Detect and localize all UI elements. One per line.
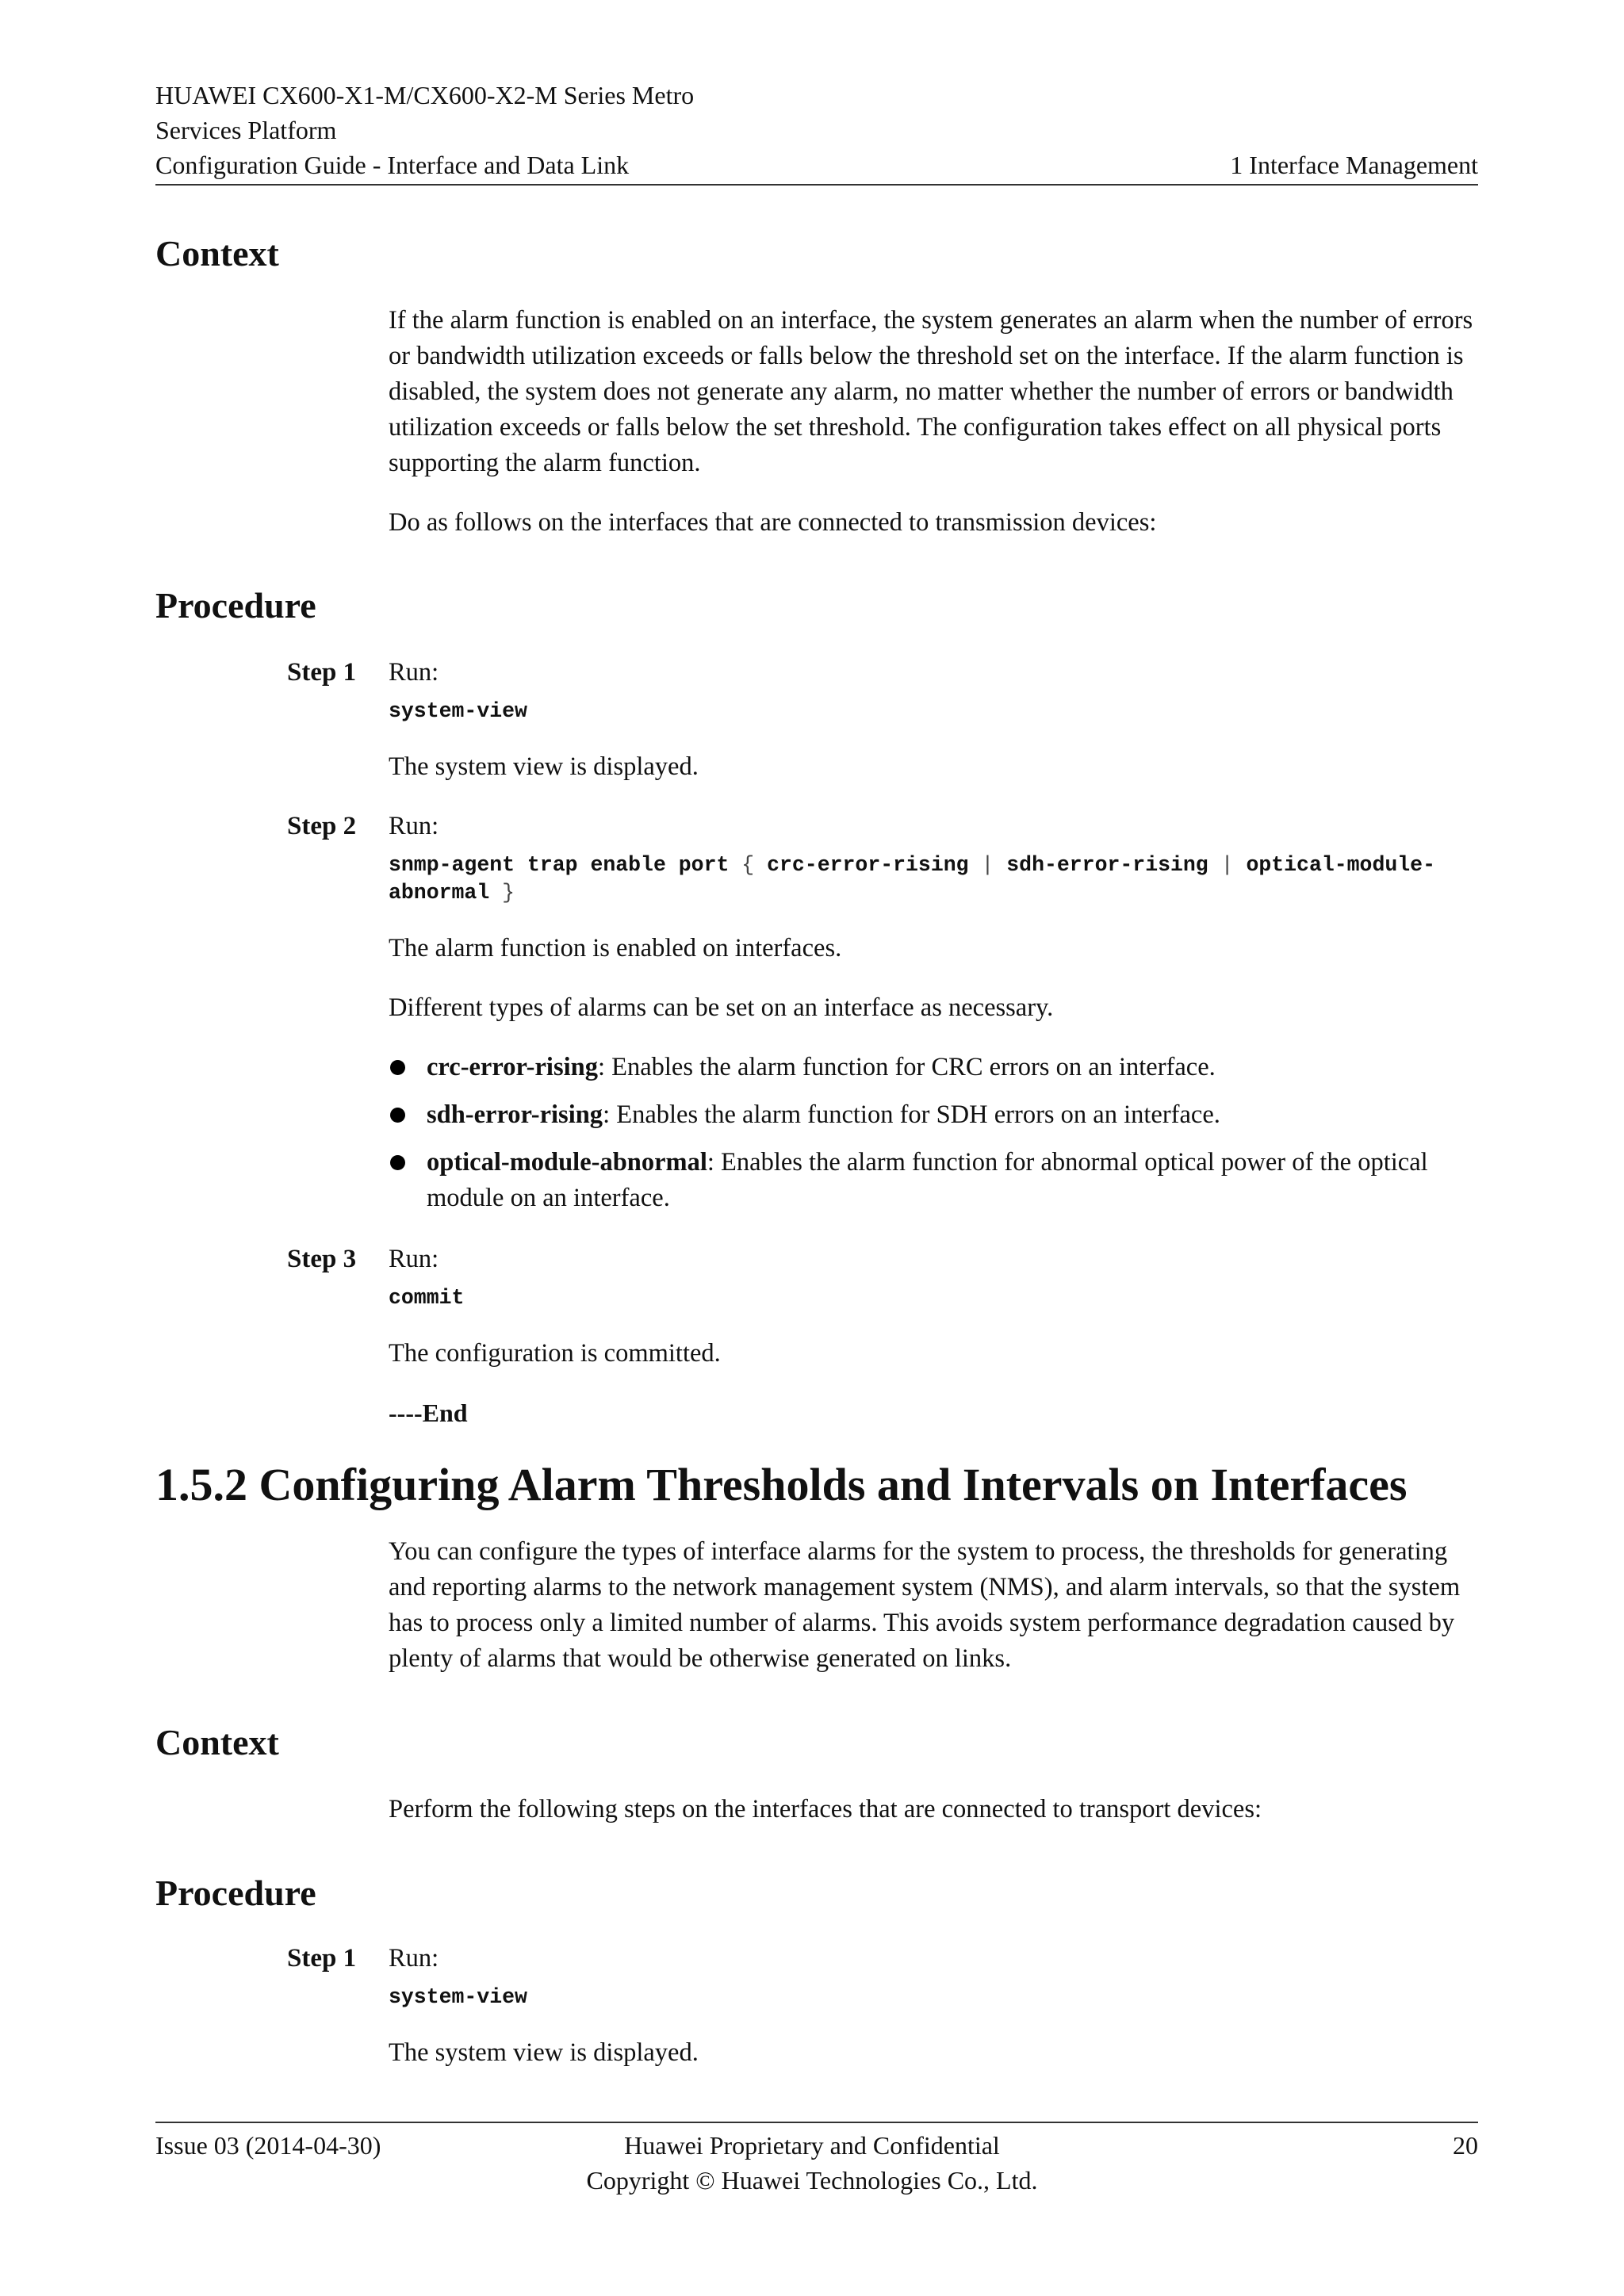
bullet-term: optical-module-abnormal: [427, 1148, 707, 1177]
command-option: crc-error-rising: [767, 853, 969, 877]
step-run-label: Run:: [389, 1245, 439, 1273]
step-description: The system view is displayed.: [389, 752, 699, 781]
brace-close: }: [502, 881, 515, 905]
step-description: The system view is displayed.: [389, 2038, 699, 2067]
brace-open: {: [741, 853, 755, 877]
bullet-dot-icon: [390, 1060, 405, 1075]
step-description: The configuration is committed.: [389, 1339, 721, 1368]
command-option: abnormal: [389, 881, 490, 905]
bullet-term: crc-error-rising: [427, 1053, 598, 1081]
command-text-continued: [389, 879, 1479, 907]
bullet-text: : Enables the alarm function for SDH errors on an interface.: [603, 1100, 1220, 1129]
command-option: optical-module-: [1246, 853, 1435, 877]
footer-copyright: Copyright © Huawei Technologies Co., Ltd.: [586, 2166, 1038, 2195]
command-keyword: snmp-agent trap enable port: [389, 853, 730, 877]
procedure-end-marker: ----End: [389, 1399, 468, 1427]
option-separator: |: [981, 853, 994, 877]
step-label: Step 1: [287, 1944, 357, 1973]
footer-issue: Issue 03 (2014-04-30): [155, 2131, 381, 2160]
step-description: Different types of alarms can be set on an interface as necessary.: [389, 993, 1054, 1022]
bullet-item: [389, 1145, 1479, 1216]
section-title: 1.5.2 Configuring Alarm Thresholds and Intervals on Interfaces: [155, 1459, 1408, 1510]
command-text: [389, 851, 1479, 879]
page-number: 20: [1453, 2131, 1478, 2160]
step-description: The alarm function is enabled on interfaces.: [389, 934, 842, 962]
bullet-dot-icon: [390, 1108, 405, 1123]
option-separator: |: [1220, 853, 1234, 877]
bullet-text: : Enables the alarm function for abnormal optical power of the optical module on an interface.: [427, 1148, 1428, 1212]
step-label: Step 3: [287, 1245, 357, 1273]
bullet-item: [389, 1050, 1479, 1085]
step-run-label: Run:: [389, 1944, 439, 1973]
context-instruction: Do as follows on the interfaces that are connected to transmission devices:: [389, 508, 1157, 537]
bullet-dot-icon: [390, 1155, 405, 1170]
procedure-heading: Procedure: [155, 1873, 316, 1913]
procedure-heading: Procedure: [155, 585, 316, 626]
bullet-text: : Enables the alarm function for CRC errors on an interface.: [597, 1053, 1216, 1081]
section-intro: You can configure the types of interface alarms for the system to process, the thresholds for generating and reporting alarms to the network management system (NMS), and alarm intervals, so that the system has to process only a limited number of alarms. This avoids system performance degradation caused by plenty of alarms that would be otherwise generated on links.: [389, 1537, 1461, 1673]
command-option: sdh-error-rising: [1006, 853, 1208, 877]
bullet-term: sdh-error-rising: [427, 1100, 603, 1129]
bullet-item: [389, 1097, 1479, 1133]
command-text: system-view: [389, 699, 527, 723]
header-product-line1: HUAWEI CX600-X1-M/CX600-X2-M Series Metro: [155, 81, 695, 109]
context-heading: Context: [155, 1722, 279, 1762]
context-paragraph: If the alarm function is enabled on an interface, the system generates an alarm when the number of errors or bandwidth utilization exceeds or falls below the threshold set on the interface. If the alarm function is disabled, the system does not generate any alarm, no matter whether the number of errors or bandwidth utilization exceeds or falls below the set threshold. The configuration takes effect on all physical ports supporting the alarm function.: [389, 306, 1473, 477]
step-run-label: Run:: [389, 658, 439, 687]
header-guide-title: Configuration Guide - Interface and Data Link: [155, 151, 630, 179]
context-heading: Context: [155, 233, 279, 274]
header-rule: [155, 184, 1478, 186]
step-run-label: Run:: [389, 812, 439, 840]
command-text: system-view: [389, 1985, 527, 2009]
header-chapter: 1 Interface Management: [1230, 151, 1478, 179]
step-label: Step 2: [287, 812, 357, 840]
header-product-line2: Services Platform: [155, 116, 337, 144]
command-text: commit: [389, 1286, 465, 1310]
context-instruction: Perform the following steps on the interfaces that are connected to transport devices:: [389, 1795, 1262, 1823]
footer-confidential: Huawei Proprietary and Confidential: [624, 2131, 1000, 2160]
footer-rule: [155, 2122, 1478, 2123]
step-label: Step 1: [287, 658, 357, 687]
